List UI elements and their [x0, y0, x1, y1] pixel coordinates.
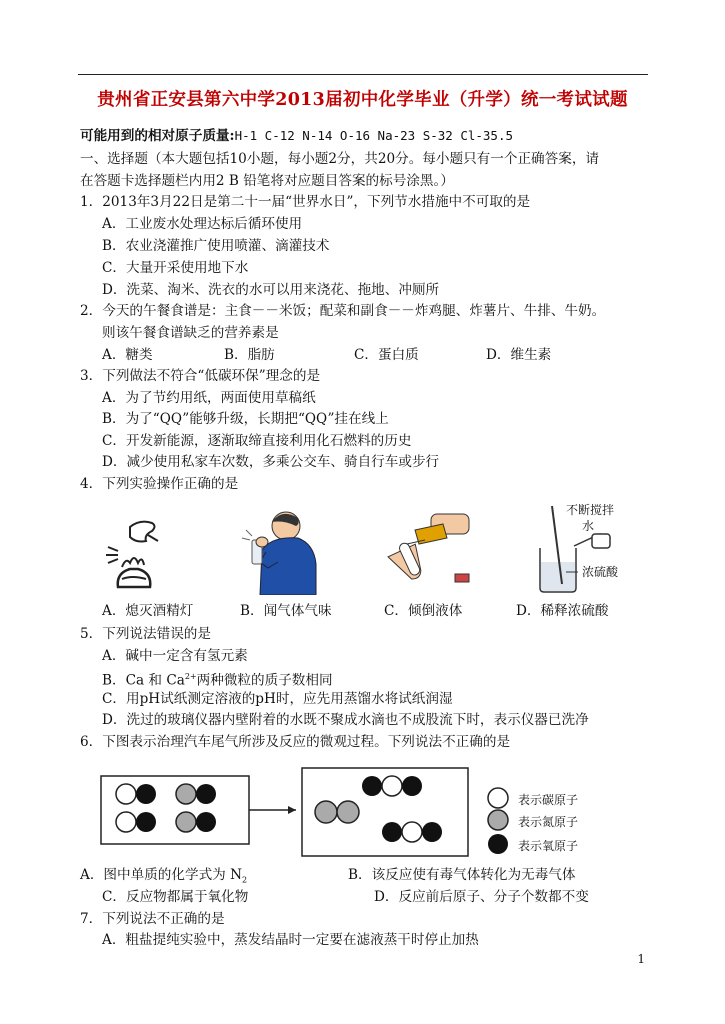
carbon-atom [382, 776, 402, 796]
nitrogen-atom [176, 812, 196, 832]
q6-option-d: D．反应前后原子、分子个数都不变 [374, 889, 589, 905]
q6-option-c: C．反应物都属于氧化物 [102, 889, 249, 905]
section1-instructions-2: 在答题卡选择题栏内用2 B 铅笔将对应题目答案的标号涂黑。） [80, 173, 454, 189]
q3-option-b: B．为了“QQ”能够升级，长期把“QQ”挂在线上 [102, 411, 389, 427]
atomic-mass-line [80, 127, 513, 145]
page-number: 1 [637, 952, 645, 966]
fig-label-water: 水 [582, 519, 595, 533]
q2-option-d: D．维生素 [486, 347, 552, 363]
q5-option-b-charge: 2+ [184, 672, 197, 681]
legend-carbon-symbol [488, 788, 508, 808]
q6-option-a-text: A．图中单质的化学式为 N [80, 867, 242, 883]
q4-option-d: D．稀释浓硫酸 [516, 603, 609, 619]
atomic-mass-label: 可能用到的相对原子质量: [80, 128, 235, 144]
q6-option-a-subscript: 2 [241, 875, 248, 885]
q5-option-d: D．洗过的玻璃仪器内壁附着的水既不聚成水滴也不成股流下时，表示仪器已洗净 [102, 712, 589, 728]
legend-nitrogen-symbol [488, 810, 508, 830]
q5-stem: 5．下列说法错误的是 [80, 626, 211, 642]
q6-stem: 6．下图表示治理汽车尾气所涉及反应的微观过程。下列说法不正确的是 [80, 734, 511, 750]
q4-option-a: A．熄灭酒精灯 [102, 603, 194, 619]
oxygen-atom [422, 822, 442, 842]
nitrogen-atom [176, 784, 196, 804]
q3-option-a: A．为了节约用纸，两面使用草稿纸 [102, 390, 316, 406]
fig-label-stir: 不断搅拌 [566, 503, 615, 517]
q6-option-a [80, 866, 247, 890]
oxygen-atom [362, 776, 382, 796]
carbon-atom [402, 822, 422, 842]
q4-option-b: B．闻气体气味 [240, 603, 332, 619]
oxygen-atom [402, 776, 422, 796]
exam-title: 贵州省正安县第六中学2013届初中化学毕业（升学）统一考试试题 [97, 90, 628, 110]
q1-option-b: B．农业浇灌推广使用喷灌、滴灌技术 [102, 238, 330, 254]
q3-option-d: D．减少使用私家车次数，多乘公交车、骑自行车或步行 [102, 454, 440, 470]
q3-stem: 3．下列做法不符合“低碳环保”理念的是 [80, 368, 321, 384]
oxygen-atom [136, 784, 156, 804]
q5-option-c: C．用pH试纸测定溶液的pH时，应先用蒸馏水将试纸润湿 [102, 691, 453, 707]
oxygen-atom [382, 822, 402, 842]
legend-oxygen-symbol [488, 834, 508, 854]
q2-stem: 2．今天的午餐食谱是：主食－－米饭；配菜和副食－－炸鸡腿、炸薯片、牛排、牛奶。 [80, 303, 606, 319]
figure-pour-liquid [385, 510, 480, 590]
carbon-atom [116, 812, 136, 832]
q7-stem: 7．下列说法不正确的是 [80, 911, 225, 927]
q6-option-b: B．该反应使有毒气体转化为无毒气体 [348, 867, 576, 883]
nitrogen-atom [337, 801, 359, 823]
carbon-atom [116, 784, 136, 804]
oxygen-atom [196, 784, 216, 804]
figure-extinguish-lamp [100, 515, 170, 590]
q5-option-b-pre: B．Ca 和 Ca [102, 672, 185, 689]
legend-nitrogen: 表示氮原子 [518, 815, 579, 829]
section1-instructions-1: 一、选择题（本大题包括10小题，每小题2分，共20分。每小题只有一个正确答案，请 [80, 151, 600, 167]
q1-option-c: C．大量开采使用地下水 [102, 260, 249, 276]
q4-option-c: C．倾倒液体 [384, 603, 463, 619]
legend-carbon: 表示碳原子 [518, 793, 579, 807]
oxygen-atom [196, 812, 216, 832]
q2-stem-2: 则该午餐食谱缺乏的营养素是 [102, 325, 279, 341]
header-rule [78, 74, 648, 75]
q5-option-a: A．碱中一定含有氢元素 [102, 648, 248, 664]
q1-option-d: D．洗菜、淘米、洗衣的水可以用来浇花、拖地、冲厕所 [102, 282, 440, 298]
atomic-mass-values: H-1 C-12 N-14 O-16 Na-23 S-32 Cl-35.5 [234, 128, 514, 143]
fig-label-acid: 浓硫酸 [582, 565, 619, 579]
legend-oxygen: 表示氧原子 [518, 839, 579, 853]
q1-stem: 1．2013年3月22日是第二十一届“世界水日”，下列节水措施中不可取的是 [80, 194, 531, 210]
q3-option-c: C．开发新能源，逐渐取缔直接利用化石燃料的历史 [102, 433, 412, 449]
q1-option-a: A．工业废水处理达标后循环使用 [102, 216, 303, 232]
q5-option-b [102, 668, 333, 690]
q5-option-b-post: 两种微粒的质子数相同 [196, 672, 333, 689]
oxygen-atom [136, 812, 156, 832]
nitrogen-atom [315, 801, 337, 823]
q2-option-b: B．脂肪 [224, 347, 275, 363]
q7-option-a: A．粗盐提纯实验中，蒸发结晶时一定要在滤液蒸干时停止加热 [102, 932, 479, 948]
figure-smell-gas [232, 500, 327, 595]
q2-option-c: C．蛋白质 [354, 347, 419, 363]
q2-option-a: A．糖类 [102, 347, 153, 363]
q4-stem: 4．下列实验操作正确的是 [80, 476, 239, 492]
